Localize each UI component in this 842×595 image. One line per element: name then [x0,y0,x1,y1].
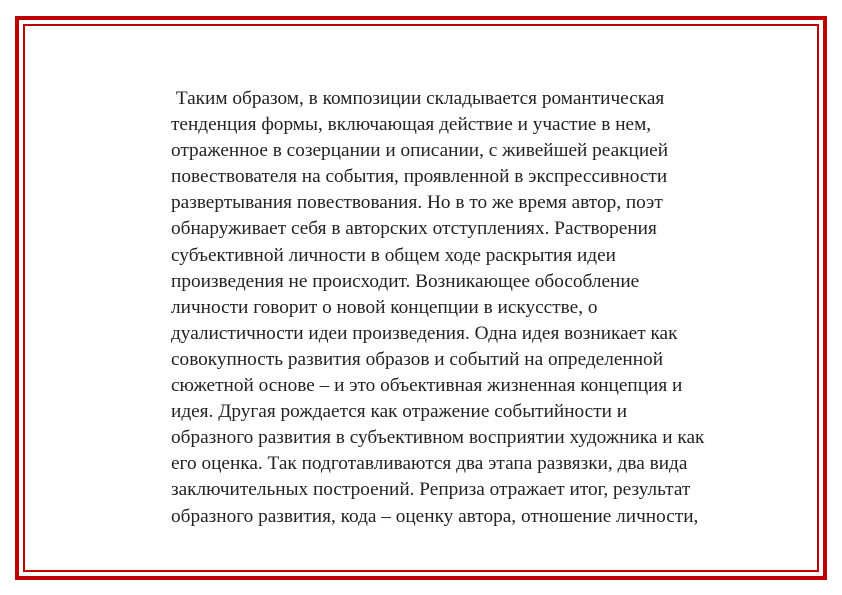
text-line: повествователя на события, проявленной в экспрессивности [171,166,668,188]
text-line: образного развития, кода – оценку автора, отношение личности, [171,505,699,527]
text-line: произведения не происходит. Возникающее обособление [171,270,640,292]
text-line: развертывания повествования. Но в то же время автор, поэт [171,192,663,214]
text-line: обнаруживает себя в авторских отступлениях. Растворения [171,218,657,240]
text-line: личности говорит о новой концепции в искусстве, о [171,296,598,318]
text-line: отраженное в созерцании и описании, с живейшей реакцией [171,140,669,162]
text-line: его оценка. Так подготавливаются два этапа развязки, два вида [171,453,688,475]
text-line: заключительных построений. Реприза отражает итог, результат [171,479,691,501]
text-line: Таким образом, в композиции складывается романтическая [171,88,665,109]
text-line: дуалистичности идеи произведения. Одна идея возникает как [171,322,678,344]
text-line: сюжетной основе – и это объективная жизненная концепция и [171,375,683,397]
text-line: совокупность развития образов и событий на определенной [171,348,664,370]
text-line: идея. Другая рождается как отражение событийности и [171,401,628,423]
text-line: тенденция формы, включающая действие и участие в нем, [171,114,652,136]
slide-body-text [171,86,791,530]
text-line: субъективной личности в общем ходе раскрытия идеи [171,244,616,266]
text-line: образного развития в субъективном восприятии художника и как [171,427,705,449]
